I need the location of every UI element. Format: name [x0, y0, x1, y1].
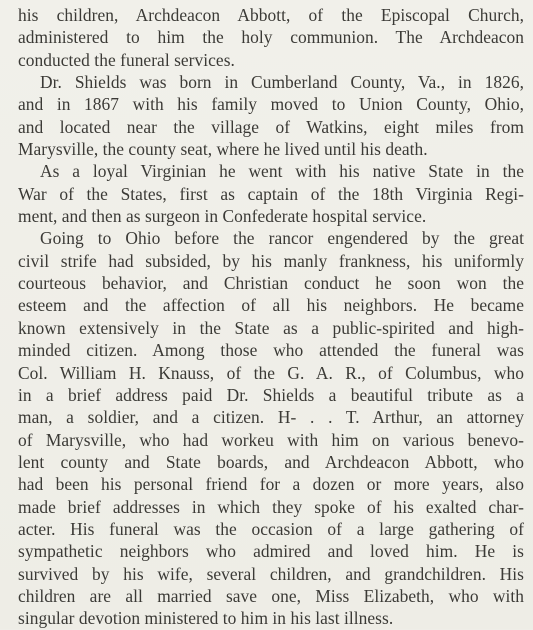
text-line: esteem and the affection of all his neighbors. He became	[18, 295, 524, 316]
text-line: made brief addresses in which they spoke of his exalted char-	[18, 496, 524, 517]
text-line: man, a soldier, and a citizen. H- . . T. Arthur, an attorney	[18, 407, 524, 428]
text-line: administered to him the holy communion. The Archdeacon	[18, 27, 524, 48]
text-line: and located near the village of Watkins, eight miles from	[18, 116, 524, 137]
text-line: War of the States, first as captain of the 18th Virginia Regi-	[18, 183, 524, 204]
text-line: children are all married save one, Miss Elizabeth, who with	[18, 585, 524, 606]
text-line: civil strife had subsided, by his manly frankness, his uniformly	[18, 250, 524, 271]
text-line: survived by his wife, several children, and grandchildren. His	[18, 563, 524, 584]
paragraph-first-line: Going to Ohio before the rancor engendered by the great	[40, 228, 524, 249]
text-line: acter. His funeral was the occasion of a large gathering of	[18, 518, 524, 539]
text-line: sympathetic neighbors who admired and loved him. He is	[18, 541, 524, 562]
paragraph-first-line: Dr. Shields was born in Cumberland County, Va., in 1826,	[40, 72, 524, 93]
text-line: minded citizen. Among those who attended the funeral was	[18, 340, 524, 361]
text-line: Col. William H. Knauss, of the G. A. R., of Columbus, who	[18, 362, 524, 383]
text-line: known extensively in the State as a public-spirited and high-	[18, 317, 524, 338]
text-line: Marysville, the county seat, where he lived until his death.	[18, 139, 428, 160]
text-line: singular devotion ministered to him in his last illness.	[18, 608, 394, 629]
text-line: conducted the funeral services.	[18, 49, 235, 70]
text-line: of Marysville, who had workeu with him on various benevo-	[18, 429, 524, 450]
text-line: and in 1867 with his family moved to Union County, Ohio,	[18, 94, 524, 115]
text-line: in a brief address paid Dr. Shields a beautiful tribute as a	[18, 384, 524, 405]
text-line: courteous behavior, and Christian conduct he soon won the	[18, 273, 524, 294]
text-line: had been his personal friend for a dozen or more years, also	[18, 474, 524, 495]
text-line: his children, Archdeacon Abbott, of the Episcopal Church,	[18, 5, 524, 25]
body-text	[18, 4, 524, 630]
text-line: ment, and then as surgeon in Confederate hospital service.	[18, 206, 427, 227]
text-line: lent county and State boards, and Archdeacon Abbott, who	[18, 451, 524, 472]
paragraph-first-line: As a loyal Virginian he went with his native State in the	[40, 161, 524, 182]
